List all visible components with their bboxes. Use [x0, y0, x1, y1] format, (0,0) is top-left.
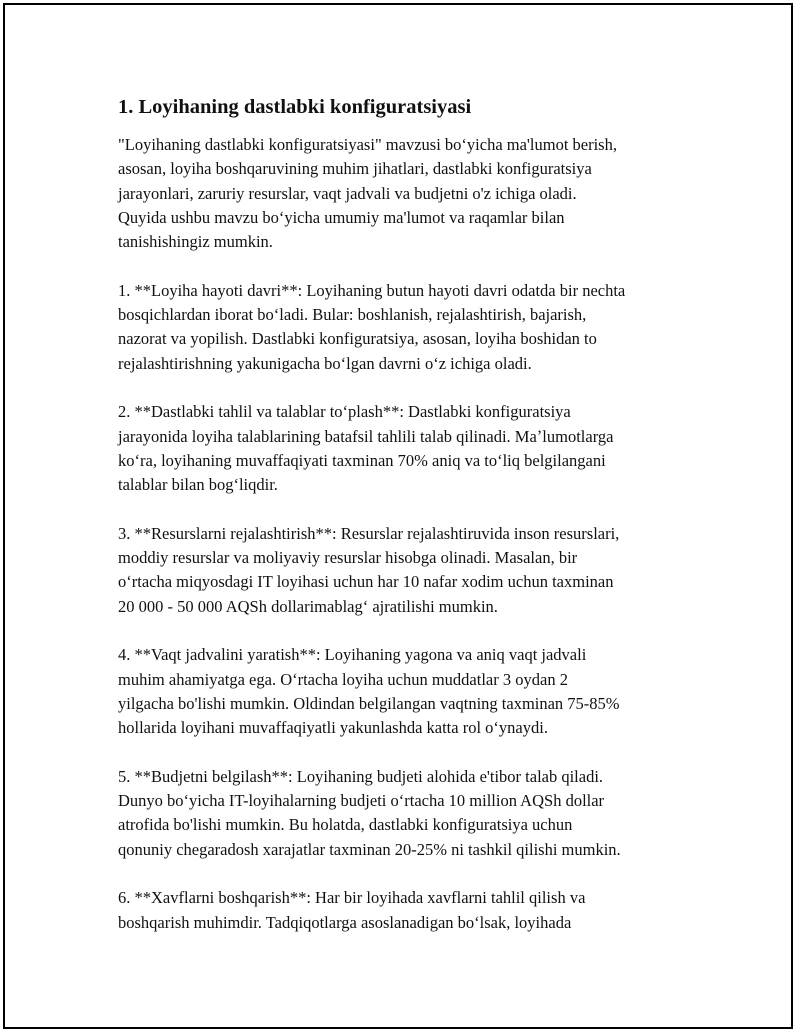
- text-line: hollarida loyihani muvaffaqiyatli yakunlashda katta rol oʻynaydi.: [118, 718, 548, 738]
- document-title: 1. Loyihaning dastlabki konfiguratsiyasi: [118, 96, 472, 118]
- text-line: 1. **Loyiha hayoti davri**: Loyihaning butun hayoti davri odatda bir nechta: [118, 280, 626, 300]
- text-line: muhim ahamiyatga ega. Oʻrtacha loyiha uchun muddatlar 3 oydan 2: [118, 669, 568, 689]
- document-body: [118, 93, 718, 959]
- paragraph: [118, 133, 718, 254]
- text-line: boshqarish muhimdir. Tadqiqotlarga asoslanadigan boʻlsak, loyihada: [118, 912, 572, 932]
- text-line: rejalashtirishning yakunigacha boʻlgan davrni oʻz ichiga oladi.: [118, 353, 532, 373]
- paragraph: [118, 643, 718, 740]
- text-line: qonuniy chegaradosh xarajatlar taxminan 20-25% ni tashkil qilishi mumkin.: [118, 839, 621, 859]
- text-line: 20 000 - 50 000 AQSh dollarimablagʻ ajratilishi mumkin.: [118, 596, 498, 616]
- text-line: Dunyo boʻyicha IT-loyihalarning budjeti oʻrtacha 10 million AQSh dollar: [118, 791, 605, 811]
- text-line: 2. **Dastlabki tahlil va talablar toʻplash**: Dastlabki konfiguratsiya: [118, 402, 571, 422]
- text-line: Quyida ushbu mavzu boʻyicha umumiy ma'lumot va raqamlar bilan: [118, 207, 565, 227]
- text-line: jarayonida loyiha talablarining batafsil tahlili talab qilinadi. Maʼlumotlarga: [118, 426, 614, 446]
- text-line: oʻrtacha miqyosdagi IT loyihasi uchun har 10 nafar xodim uchun taxminan: [118, 572, 614, 592]
- text-line: bosqichlardan iborat boʻladi. Bular: boshlanish, rejalashtirish, bajarish,: [118, 305, 587, 325]
- text-line: 6. **Xavflarni boshqarish**: Har bir loyihada xavflarni tahlil qilish va: [118, 888, 586, 908]
- text-line: 3. **Resurslarni rejalashtirish**: Resurslar rejalashtiruvida inson resurslari,: [118, 523, 620, 543]
- text-line: 4. **Vaqt jadvalini yaratish**: Loyihaning yagona va aniq vaqt jadvali: [118, 645, 587, 665]
- text-line: koʻra, loyihaning muvaffaqiyati taxminan 70% aniq va toʻliq belgilangani: [118, 450, 606, 470]
- text-line: talablar bilan bogʻliqdir.: [118, 475, 278, 495]
- paragraph: [118, 400, 718, 497]
- text-line: nazorat va yopilish. Dastlabki konfiguratsiya, asosan, loyiha boshidan to: [118, 329, 597, 349]
- paragraph: [118, 765, 718, 862]
- paragraph: [118, 886, 718, 935]
- text-line: asosan, loyiha boshqaruvining muhim jihatlari, dastlabki konfiguratsiya: [118, 159, 592, 179]
- text-line: "Loyihaning dastlabki konfiguratsiyasi" mavzusi boʻyicha ma'lumot berish,: [118, 135, 617, 154]
- paragraph: [118, 522, 718, 619]
- text-line: jarayonlari, zaruriy resurslar, vaqt jadvali va budjetni o'z ichiga oladi.: [118, 183, 577, 203]
- text-line: atrofida bo'lishi mumkin. Bu holatda, dastlabki konfiguratsiya uchun: [118, 815, 573, 835]
- paragraph-list: [118, 133, 718, 935]
- paragraph: [118, 279, 718, 376]
- text-line: moddiy resurslar va moliyaviy resurslar hisobga olinadi. Masalan, bir: [118, 548, 578, 568]
- text-line: tanishishingiz mumkin.: [118, 232, 273, 252]
- text-line: yilgacha bo'lishi mumkin. Oldindan belgilangan vaqtning taxminan 75-85%: [118, 693, 620, 713]
- text-line: 5. **Budjetni belgilash**: Loyihaning budjeti alohida e'tibor talab qiladi.: [118, 766, 604, 786]
